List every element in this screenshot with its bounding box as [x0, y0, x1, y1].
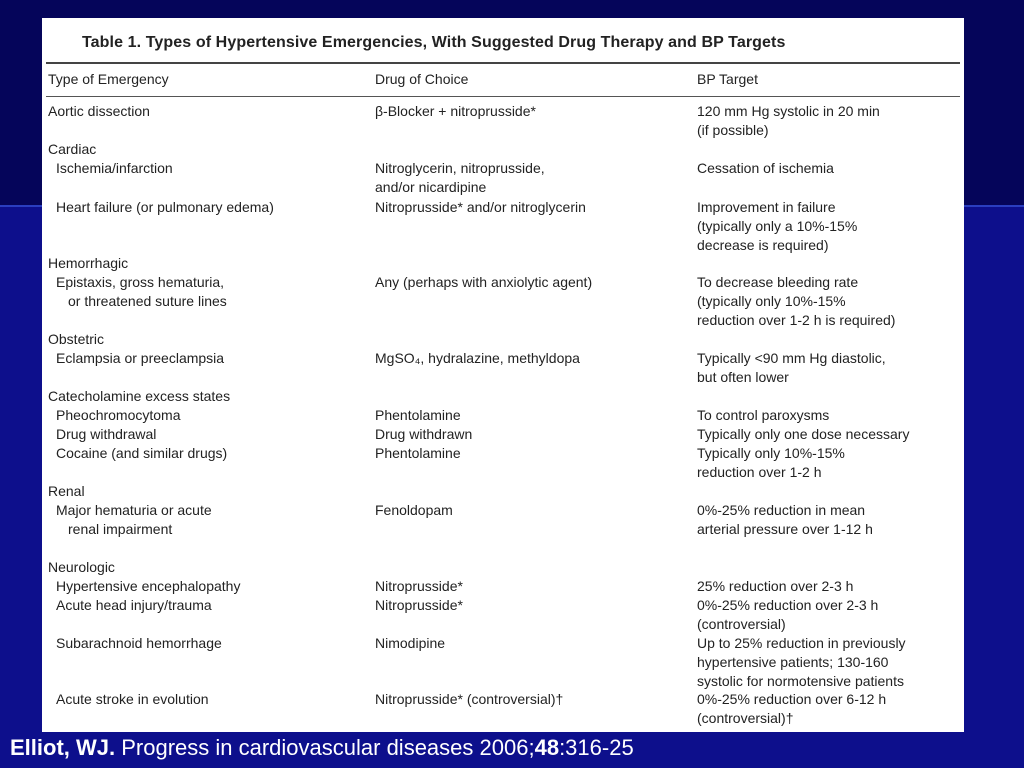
row-drug: Nitroprusside* [375, 597, 463, 613]
citation-volume: 48 [534, 735, 560, 760]
row-drug: Drug withdrawn [375, 426, 473, 442]
row-drug: Phentolamine [375, 407, 461, 423]
row-type: Drug withdrawal [56, 426, 157, 442]
table-title: Table 1. Types of Hypertensive Emergencies, With Suggested Drug Therapy and BP Targets [82, 34, 786, 51]
row-target: 120 mm Hg systolic in 20 min (if possible) [697, 103, 880, 138]
row-drug: β-Blocker + nitroprusside* [375, 103, 536, 119]
row-target: 0%-25% reduction over 2-3 h (controversial) [697, 597, 879, 632]
row-target: Cessation of ischemia [697, 160, 834, 176]
row-target: 25% reduction over 2-3 h [697, 578, 854, 594]
row-type: Hypertensive encephalopathy [56, 578, 241, 594]
citation-author: Elliot, WJ. [10, 735, 116, 760]
row-target: Up to 25% reduction in previously hypertensive patients; 130-160 systolic for normotensive patients [697, 635, 906, 689]
table-header-rule [46, 96, 960, 97]
row-drug: Phentolamine [375, 445, 461, 461]
row-type: Aortic dissection [48, 103, 150, 119]
category-label: Cardiac [48, 141, 97, 157]
row-type: Pheochromocytoma [56, 407, 181, 423]
row-drug: Nimodipine [375, 635, 446, 651]
row-target: Typically only 10%-15% reduction over 1-2 h [697, 445, 845, 480]
row-type: Epistaxis, gross hematuria, or threatened suture lines [56, 274, 227, 309]
row-type: Heart failure (or pulmonary edema) [56, 199, 274, 215]
row-target: Typically only one dose necessary [697, 426, 910, 442]
table-top-rule [46, 62, 960, 64]
category-label: Neurologic [48, 559, 115, 575]
category-label: Obstetric [48, 331, 105, 347]
category-label: Renal [48, 483, 85, 499]
row-drug: Any (perhaps with anxiolytic agent) [375, 274, 593, 290]
citation-pages: :316-25 [559, 735, 634, 760]
row-type: Eclampsia or preeclampsia [56, 350, 225, 366]
row-drug: Nitroprusside* [375, 578, 463, 594]
row-type: Cocaine (and similar drugs) [56, 445, 228, 461]
citation-journal: Progress in cardiovascular diseases 2006; [115, 735, 535, 760]
table-figure [42, 18, 964, 732]
row-drug: MgSO₄, hydralazine, methyldopa [375, 350, 580, 366]
row-target: To decrease bleeding rate (typically only 10%-15% reduction over 1-2 h is required) [697, 274, 896, 328]
row-target: Typically <90 mm Hg diastolic, but often lower [697, 350, 886, 385]
row-target: Improvement in failure (typically only a 10%-15% decrease is required) [697, 199, 858, 253]
column-header-type: Type of Emergency [48, 71, 169, 87]
row-target: 0%-25% reduction in mean arterial pressure over 1-12 h [697, 502, 873, 537]
row-drug: Nitroprusside* (controversial)† [375, 691, 564, 707]
category-label: Catecholamine excess states [48, 388, 231, 404]
row-type: Subarachnoid hemorrhage [56, 635, 222, 651]
column-header-target: BP Target [697, 71, 758, 87]
category-label: Hemorrhagic [48, 255, 129, 271]
row-type: Acute stroke in evolution [56, 691, 209, 707]
column-header-drug: Drug of Choice [375, 71, 469, 87]
row-drug: Fenoldopam [375, 502, 453, 518]
row-target: 0%-25% reduction over 6-12 h (controversial)† [697, 691, 887, 726]
row-type: Major hematuria or acute renal impairment [56, 502, 212, 537]
row-drug: Nitroprusside* and/or nitroglycerin [375, 199, 586, 215]
row-type: Acute head injury/trauma [56, 597, 212, 613]
row-drug: Nitroglycerin, nitroprusside, and/or nicardipine [375, 160, 545, 195]
row-type: Ischemia/infarction [56, 160, 173, 176]
citation [10, 735, 634, 761]
row-target: To control paroxysms [697, 407, 830, 423]
